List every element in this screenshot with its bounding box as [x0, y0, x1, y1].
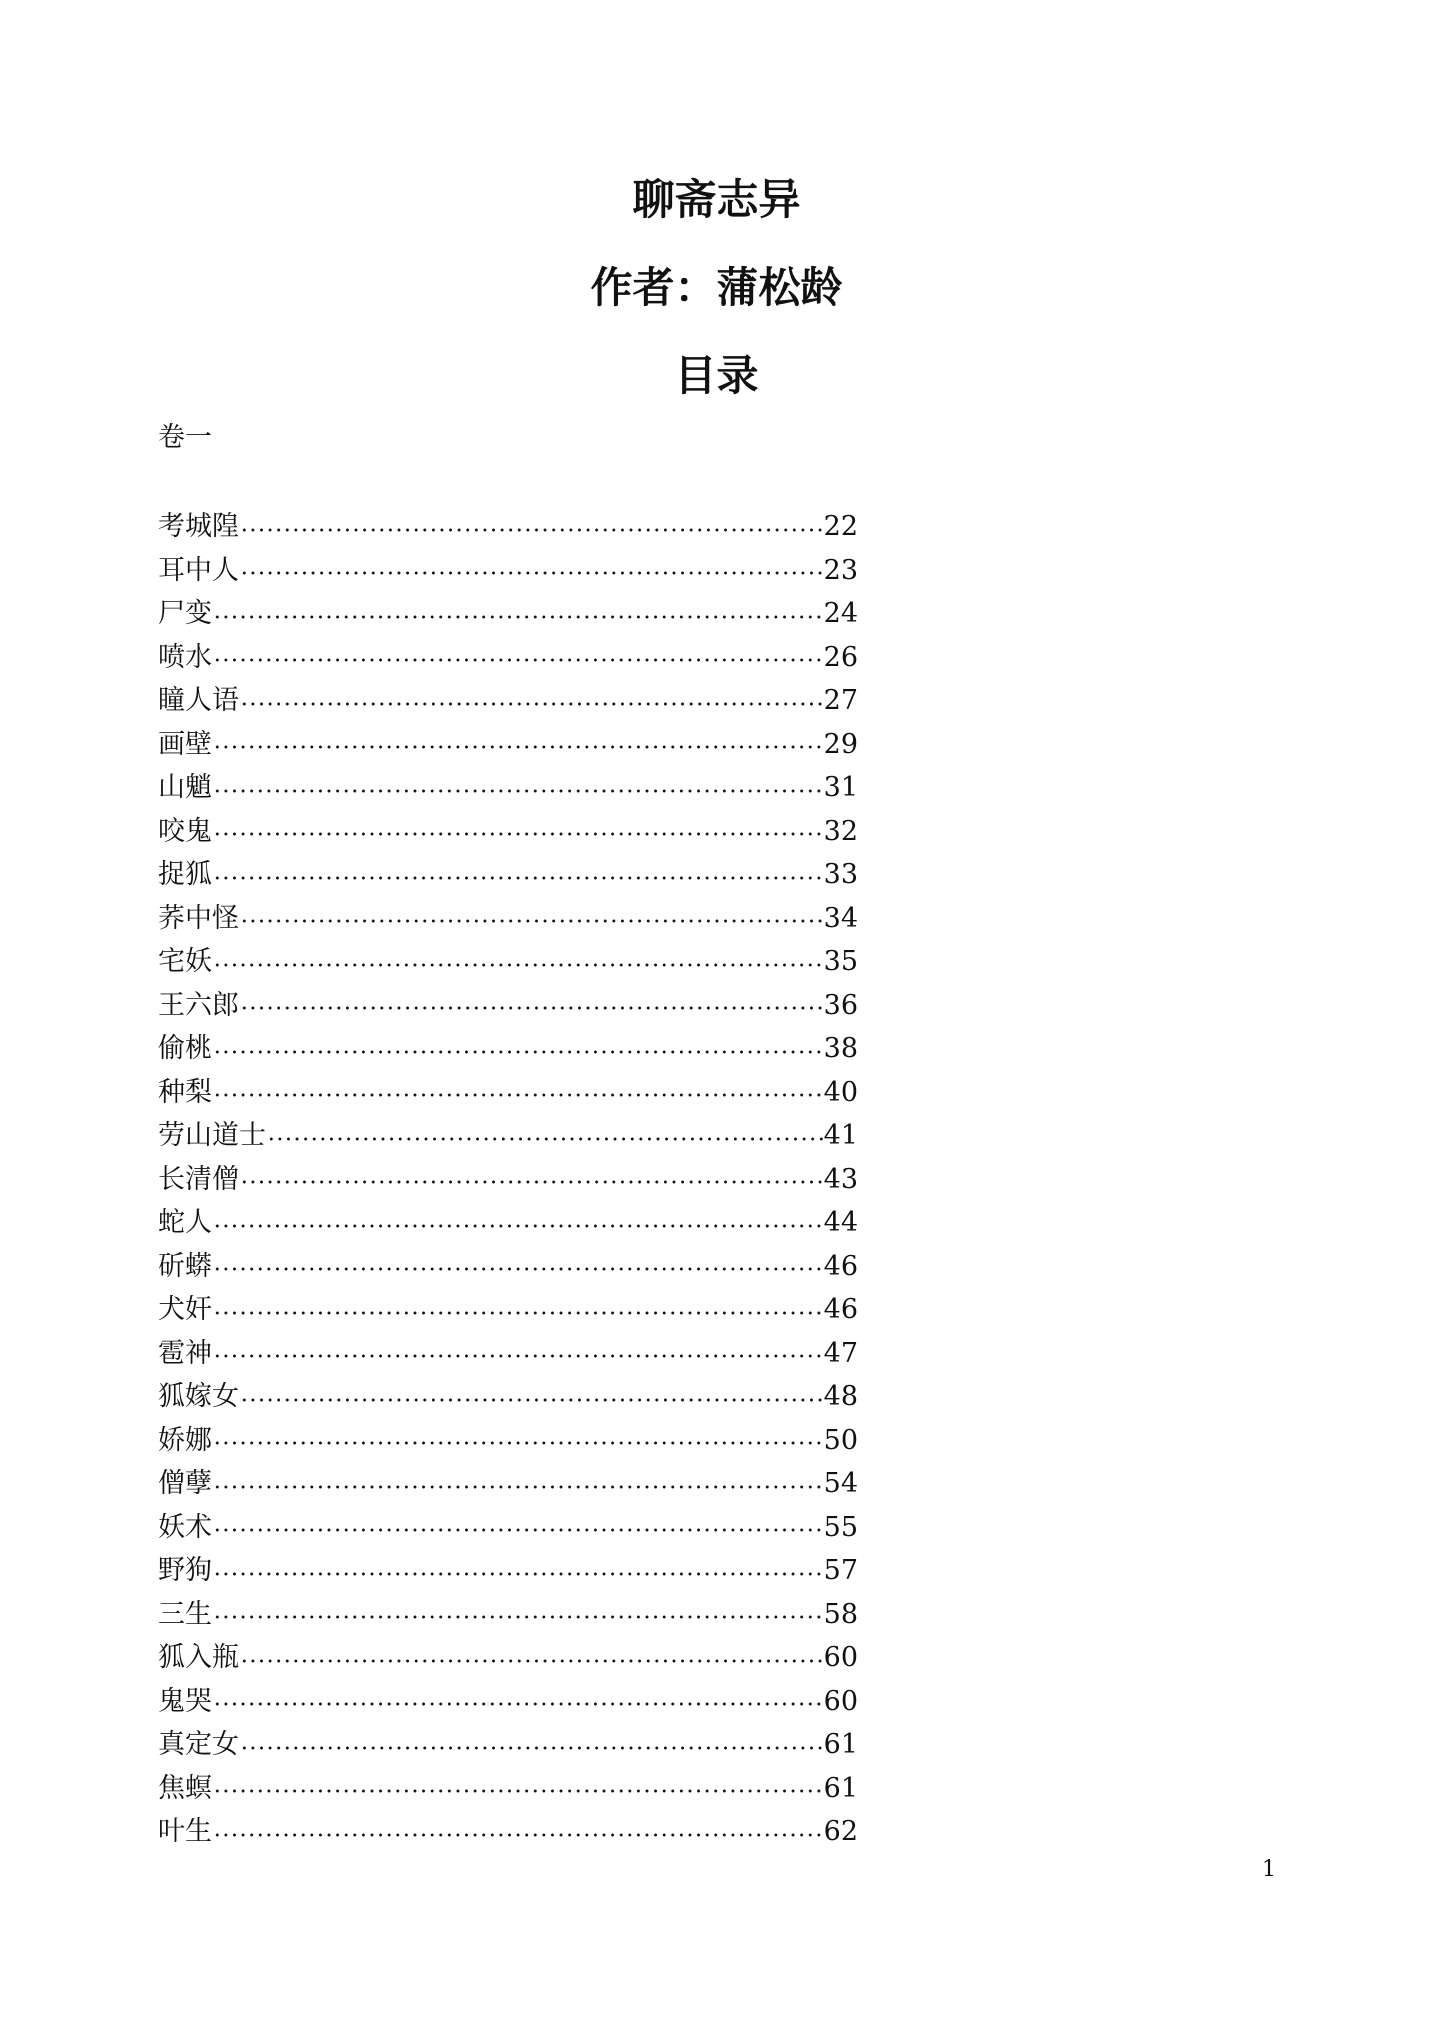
toc-entry-title: 真定女: [158, 1729, 239, 1760]
dot-leader: [213, 1484, 823, 1490]
toc-entry[interactable]: [158, 766, 858, 810]
toc-entry-title: 焦螟: [158, 1772, 212, 1804]
toc-entry-title: 长清僧: [158, 1163, 239, 1195]
toc-entry-page: 50: [823, 1424, 858, 1456]
toc-entry-page: 22: [823, 511, 858, 542]
dot-leader: [213, 1614, 823, 1620]
dot-leader: [213, 875, 823, 881]
toc-entry-page: 61: [823, 1729, 858, 1760]
toc-entry-page: 46: [823, 1250, 858, 1282]
dot-leader: [213, 744, 823, 750]
toc-entry-title: 偷桃: [158, 1033, 212, 1064]
toc-entry-page: 55: [823, 1511, 858, 1543]
toc-entry-title: 画壁: [158, 728, 212, 760]
dot-leader: [213, 1353, 823, 1359]
toc-entry-page: 24: [823, 598, 858, 629]
toc-entry-title: 王六郎: [158, 989, 239, 1021]
toc-entry-title: 耳中人: [158, 554, 239, 586]
toc-entry-title: 蛇人: [158, 1207, 212, 1238]
author-line: 作者：蒲松龄: [590, 263, 843, 312]
toc-entry[interactable]: [158, 1549, 858, 1593]
toc-entry-page: 44: [823, 1207, 858, 1238]
dot-leader: [213, 788, 823, 794]
toc-entry[interactable]: [158, 984, 858, 1028]
dot-leader: [213, 1223, 823, 1229]
dot-leader: [240, 1658, 823, 1664]
toc-entry[interactable]: [158, 1506, 858, 1550]
toc-entry-page: 58: [823, 1598, 858, 1630]
toc-entry[interactable]: [158, 1680, 858, 1724]
toc-entry[interactable]: [158, 636, 858, 680]
toc-entry[interactable]: [158, 505, 858, 549]
toc-entry-title: 尸变: [158, 598, 212, 629]
dot-leader: [240, 701, 823, 707]
dot-leader: [240, 527, 823, 533]
dot-leader: [213, 1440, 823, 1446]
toc-entry-title: 鬼哭: [158, 1685, 212, 1717]
dot-leader: [240, 1005, 823, 1011]
toc-entry[interactable]: [158, 940, 858, 984]
toc-entry-title: 野狗: [158, 1555, 212, 1586]
toc-entry[interactable]: [158, 1462, 858, 1506]
dot-leader: [240, 1745, 823, 1751]
dot-leader: [213, 962, 823, 968]
toc-entry-title: 考城隍: [158, 511, 239, 542]
toc-heading: 目录: [674, 351, 759, 400]
toc-entry-page: 48: [823, 1381, 858, 1412]
toc-entry[interactable]: [158, 723, 858, 767]
toc-entry[interactable]: [158, 810, 858, 854]
toc-entry-title: 瞳人语: [158, 685, 239, 716]
toc-entry-page: 27: [823, 685, 858, 716]
toc-entry-page: 35: [823, 946, 858, 977]
toc-entry-page: 40: [823, 1076, 858, 1108]
toc-entry-title: 叶生: [158, 1816, 212, 1847]
toc-entry-page: 54: [823, 1468, 858, 1499]
toc-entry-title: 狐嫁女: [158, 1381, 239, 1412]
toc-entry[interactable]: [158, 1593, 858, 1637]
toc-entry-title: 山魈: [158, 772, 212, 803]
toc-entry[interactable]: [158, 1332, 858, 1376]
dot-leader: [267, 1136, 823, 1142]
toc-entry[interactable]: [158, 679, 858, 723]
toc-entry-title: 僧孽: [158, 1468, 212, 1499]
dot-leader: [240, 570, 823, 576]
toc-entry[interactable]: [158, 1027, 858, 1071]
toc-entry-page: 23: [823, 554, 858, 586]
toc-entry-page: 38: [823, 1033, 858, 1064]
toc-entry-page: 60: [823, 1642, 858, 1673]
toc-entry[interactable]: [158, 1723, 858, 1767]
toc-entry[interactable]: [158, 1810, 858, 1854]
toc-entry[interactable]: [158, 1636, 858, 1680]
toc-entry-title: 娇娜: [158, 1424, 212, 1456]
toc-entry-title: 狐入瓶: [158, 1642, 239, 1673]
dot-leader: [240, 918, 823, 924]
toc-entry-page: 60: [823, 1685, 858, 1717]
toc-entry-title: 劳山道士: [158, 1120, 266, 1151]
dot-leader: [213, 1049, 823, 1055]
dot-leader: [213, 1310, 823, 1316]
dot-leader: [213, 1832, 823, 1838]
toc-entry-title: 三生: [158, 1598, 212, 1630]
toc-entry-page: 29: [823, 728, 858, 760]
dot-leader: [213, 1571, 823, 1577]
toc-entry-title: 种梨: [158, 1076, 212, 1108]
toc-entry-page: 46: [823, 1294, 858, 1325]
dot-leader: [213, 831, 823, 837]
dot-leader: [213, 1701, 823, 1707]
toc-entry[interactable]: [158, 1419, 858, 1463]
toc-entry[interactable]: [158, 592, 858, 636]
toc-entry-page: 57: [823, 1555, 858, 1586]
toc-entry-title: 雹神: [158, 1337, 212, 1369]
toc-entry[interactable]: [158, 1158, 858, 1202]
dot-leader: [213, 1266, 823, 1272]
dot-leader: [240, 1179, 823, 1185]
toc-entry[interactable]: [158, 853, 858, 897]
dot-leader: [240, 1397, 823, 1403]
toc-entry[interactable]: [158, 1201, 858, 1245]
toc-entry-title: 斫蟒: [158, 1250, 212, 1282]
dot-leader: [213, 614, 823, 620]
toc-entry-title: 捉狐: [158, 859, 212, 890]
toc-entry[interactable]: [158, 897, 858, 941]
volume-label: 卷一: [158, 422, 212, 453]
dot-leader: [213, 1527, 823, 1533]
page-number: 1: [1262, 1857, 1276, 1882]
toc-entry-title: 喷水: [158, 641, 212, 673]
toc-entry-page: 43: [823, 1163, 858, 1195]
toc-entry[interactable]: [158, 549, 858, 593]
toc-entry[interactable]: [158, 1288, 858, 1332]
toc-entry-page: 33: [823, 859, 858, 890]
toc-entry[interactable]: [158, 1071, 858, 1115]
toc-entry-page: 26: [823, 641, 858, 673]
toc-entry-page: 32: [823, 815, 858, 847]
toc-entry-title: 妖术: [158, 1511, 212, 1543]
dot-leader: [213, 1788, 823, 1794]
toc-entry-page: 31: [823, 772, 858, 803]
toc-entry[interactable]: [158, 1375, 858, 1419]
toc-entry[interactable]: [158, 1245, 858, 1289]
toc-entry-page: 41: [823, 1120, 858, 1151]
toc-entry-page: 47: [823, 1337, 858, 1369]
toc-entry-title: 荞中怪: [158, 902, 239, 934]
toc-entry[interactable]: [158, 1767, 858, 1811]
toc-entry-page: 62: [823, 1816, 858, 1847]
dot-leader: [213, 657, 823, 663]
toc-entry[interactable]: [158, 1114, 858, 1158]
toc-entry-page: 61: [823, 1772, 858, 1804]
toc-entry-title: 咬鬼: [158, 815, 212, 847]
toc-entry-title: 犬奸: [158, 1294, 212, 1325]
dot-leader: [213, 1092, 823, 1098]
toc-list: [158, 505, 858, 1854]
toc-entry-page: 36: [823, 989, 858, 1021]
toc-entry-title: 宅妖: [158, 946, 212, 977]
book-title: 聊斋志异: [632, 175, 801, 224]
toc-entry-page: 34: [823, 902, 858, 934]
